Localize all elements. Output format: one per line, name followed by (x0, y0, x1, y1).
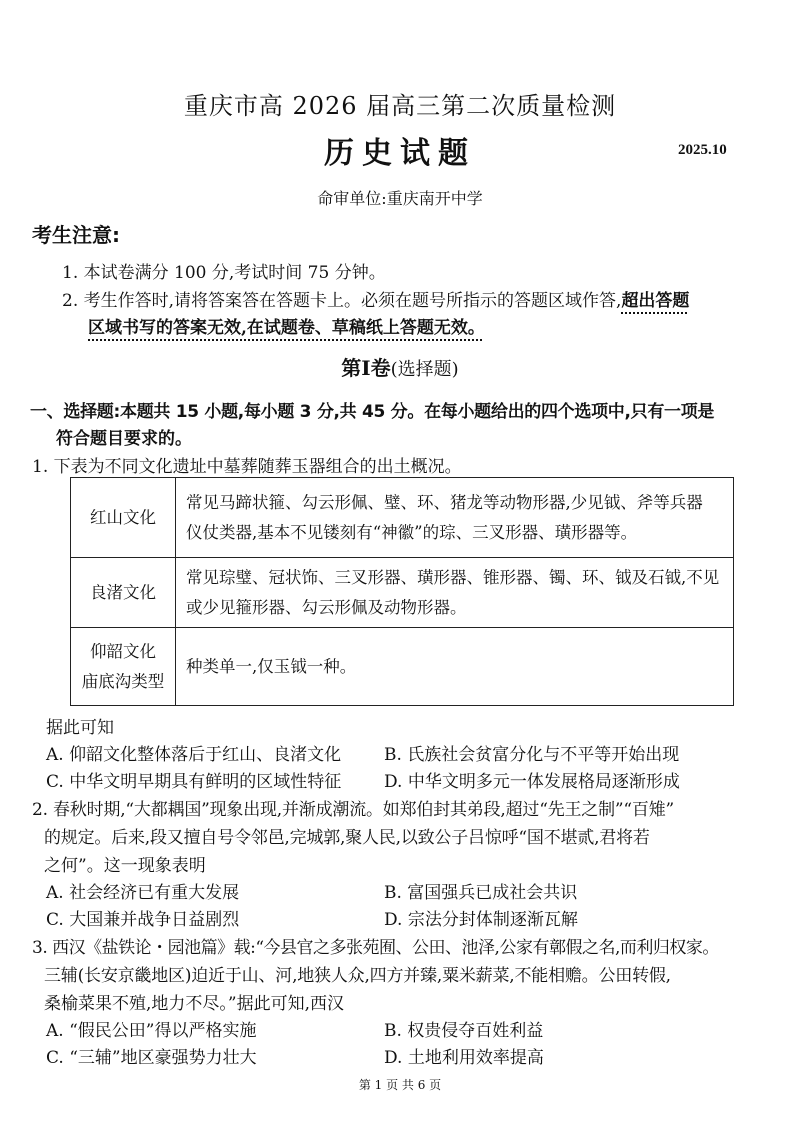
q3-option-c: C. “三辅”地区豪强势力壮大 (46, 1048, 257, 1068)
q1-option-b: B. 氏族社会贫富分化与不平等开始出现 (384, 745, 680, 765)
table-row (71, 478, 734, 558)
subject-title: 历史试题 (324, 136, 476, 171)
description-line: 常见琮璧、冠状饰、三叉形器、璜形器、锥形器、镯、环、钺及石钺,不见 (186, 567, 720, 587)
culture-cell (71, 628, 176, 706)
q1-stem: 1. 下表为不同文化遗址中墓葬随葬玉器组合的出土概况。 (32, 457, 462, 477)
compiling-unit: 命审单位:重庆南开中学 (317, 189, 483, 208)
q1-option-d: D. 中华文明多元一体发展格局逐渐形成 (384, 772, 680, 792)
culture-cell: 红山文化 (71, 478, 176, 558)
description-line: 种类单一,仅玉钺一种。 (186, 656, 357, 676)
part-sub: (选择题) (390, 359, 459, 380)
q3-option-d: D. 土地利用效率提高 (384, 1048, 544, 1068)
description-line: 常见马蹄状箍、勾云形佩、璧、环、猪龙等动物形器,少见钺、斧等兵器 (186, 492, 703, 512)
notice-item-2-text: 2. 考生作答时,请将答案答在答题卡上。必须在题号所指示的答题区域作答, (62, 291, 622, 311)
part-heading (0, 352, 800, 381)
culture-subtype: 庙底沟类型 (81, 671, 165, 691)
q2-stem-line-1: 2. 春秋时期,“大都耦国”现象出现,并渐成潮流。如郑伯封其弟段,超过“先王之制”“百雉” (32, 800, 674, 820)
culture-name: 仰韶文化 (90, 641, 156, 661)
q2-stem-line-2: 的规定。后来,段又擅自号令邻邑,完城郭,聚人民,以致公子吕惊呼“国不堪贰,君将若 (44, 828, 650, 848)
q3-stem-line-2: 三辅(长安京畿地区)迫近于山、河,地狭人众,四方并臻,粟米薪菜,不能相赡。公田转假, (44, 966, 671, 986)
table-row (71, 558, 734, 628)
q3-stem-line-1: 3. 西汉《盐铁论・园池篇》载:“今县官之多张苑囿、公田、池泽,公家有鄣假之名,而利归权家。 (32, 938, 719, 958)
q3-option-b: B. 权贵侵夺百姓利益 (384, 1021, 544, 1041)
q3-option-a: A. “假民公田”得以严格实施 (46, 1021, 257, 1041)
exam-title: 重庆市高 2026 届高三第二次质量检测 (183, 92, 617, 120)
notice-heading: 考生注意: (32, 223, 120, 247)
section-instruction-line-2: 符合题目要求的。 (56, 429, 192, 449)
notice-item-2-emphasis-a: 超出答题 (621, 291, 690, 311)
q2-option-d: D. 宗法分封体制逐渐瓦解 (384, 910, 578, 930)
description-cell (176, 628, 734, 706)
exam-date: 2025.10 (678, 142, 727, 158)
page-footer: 第 1 页 共 6 页 (358, 1078, 442, 1092)
description-line: 仪仗类器,基本不见镂刻有“神徽”的琮、三叉形器、璜形器等。 (186, 522, 638, 542)
section-instruction-line-1: 一、选择题:本题共 15 小题,每小题 3 分,共 45 分。在每小题给出的四个选项中,只有一项是 (30, 402, 715, 422)
description-cell (176, 478, 734, 558)
q1-jade-table (70, 477, 734, 706)
q1-lead: 据此可知 (46, 718, 114, 738)
notice-item-2-emphasis-b: 区域书写的答案无效,在试题卷、草稿纸上答题无效。 (88, 318, 485, 338)
notice-item-2 (62, 286, 689, 311)
part-label: 第Ⅰ卷 (341, 356, 391, 380)
q1-option-a: A. 仰韶文化整体落后于红山、良渚文化 (46, 745, 342, 765)
q3-stem-line-3: 桑榆菜果不殖,地力不尽。”据此可知,西汉 (44, 994, 344, 1014)
q2-option-b: B. 富国强兵已成社会共识 (384, 883, 578, 903)
table-row (71, 628, 734, 706)
description-line: 或少见箍形器、勾云形佩及动物形器。 (186, 597, 467, 617)
description-cell (176, 558, 734, 628)
culture-cell: 良渚文化 (71, 558, 176, 628)
notice-item-1: 1. 本试卷满分 100 分,考试时间 75 分钟。 (62, 263, 386, 283)
q2-option-c: C. 大国兼并战争日益剧烈 (46, 910, 240, 930)
q2-stem-line-3: 之何”。这一现象表明 (44, 856, 206, 876)
q2-option-a: A. 社会经济已有重大发展 (46, 883, 240, 903)
q1-option-c: C. 中华文明早期具有鲜明的区域性特征 (46, 772, 342, 792)
